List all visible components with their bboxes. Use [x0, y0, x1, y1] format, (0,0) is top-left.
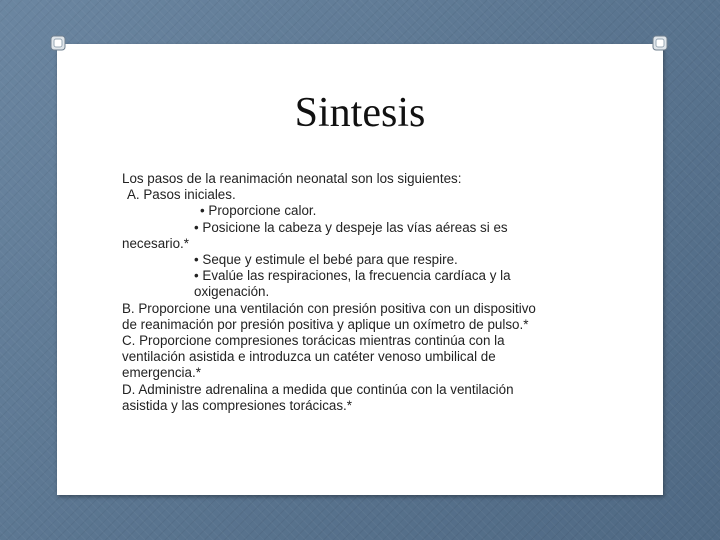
bullet-cabeza-line2: necesario.*	[122, 235, 189, 251]
bullet-seque: • Seque y estimule el bebé para que respire.	[194, 252, 458, 268]
pin-icon-left	[49, 34, 67, 52]
pin-icon-right	[651, 34, 669, 52]
slide-paper	[57, 44, 663, 495]
intro-text: Los pasos de la reanimación neonatal son los siguientes:	[122, 171, 462, 186]
step-c-line3: emergencia.*	[122, 365, 201, 381]
bullet-calor: • Proporcione calor.	[200, 203, 317, 219]
slide-title: Sintesis	[294, 90, 426, 136]
step-b-line2: de reanimación por presión positiva y aplique un oxímetro de pulso.*	[122, 316, 529, 332]
step-a: A. Pasos iniciales.	[127, 187, 236, 203]
step-c-line1: C. Proporcione compresiones torácicas mientras continúa con la	[122, 333, 505, 349]
step-b-line1: B. Proporcione una ventilación con presión positiva con un dispositivo	[122, 300, 536, 316]
step-d-line2: asistida y las compresiones torácicas.*	[122, 397, 352, 413]
slide-content	[122, 171, 592, 414]
step-d-line1: D. Administre adrenalina a medida que continúa con la ventilación	[122, 381, 514, 397]
bullet-cabeza-line1: • Posicione la cabeza y despeje las vías aéreas si es	[194, 219, 508, 235]
bullet-evalue-line2: oxigenación.	[194, 284, 270, 300]
step-c-line2: ventilación asistida e introduzca un catéter venoso umbilical de	[122, 349, 496, 365]
bullet-evalue-line1: • Evalúe las respiraciones, la frecuencia cardíaca y la	[194, 268, 511, 284]
